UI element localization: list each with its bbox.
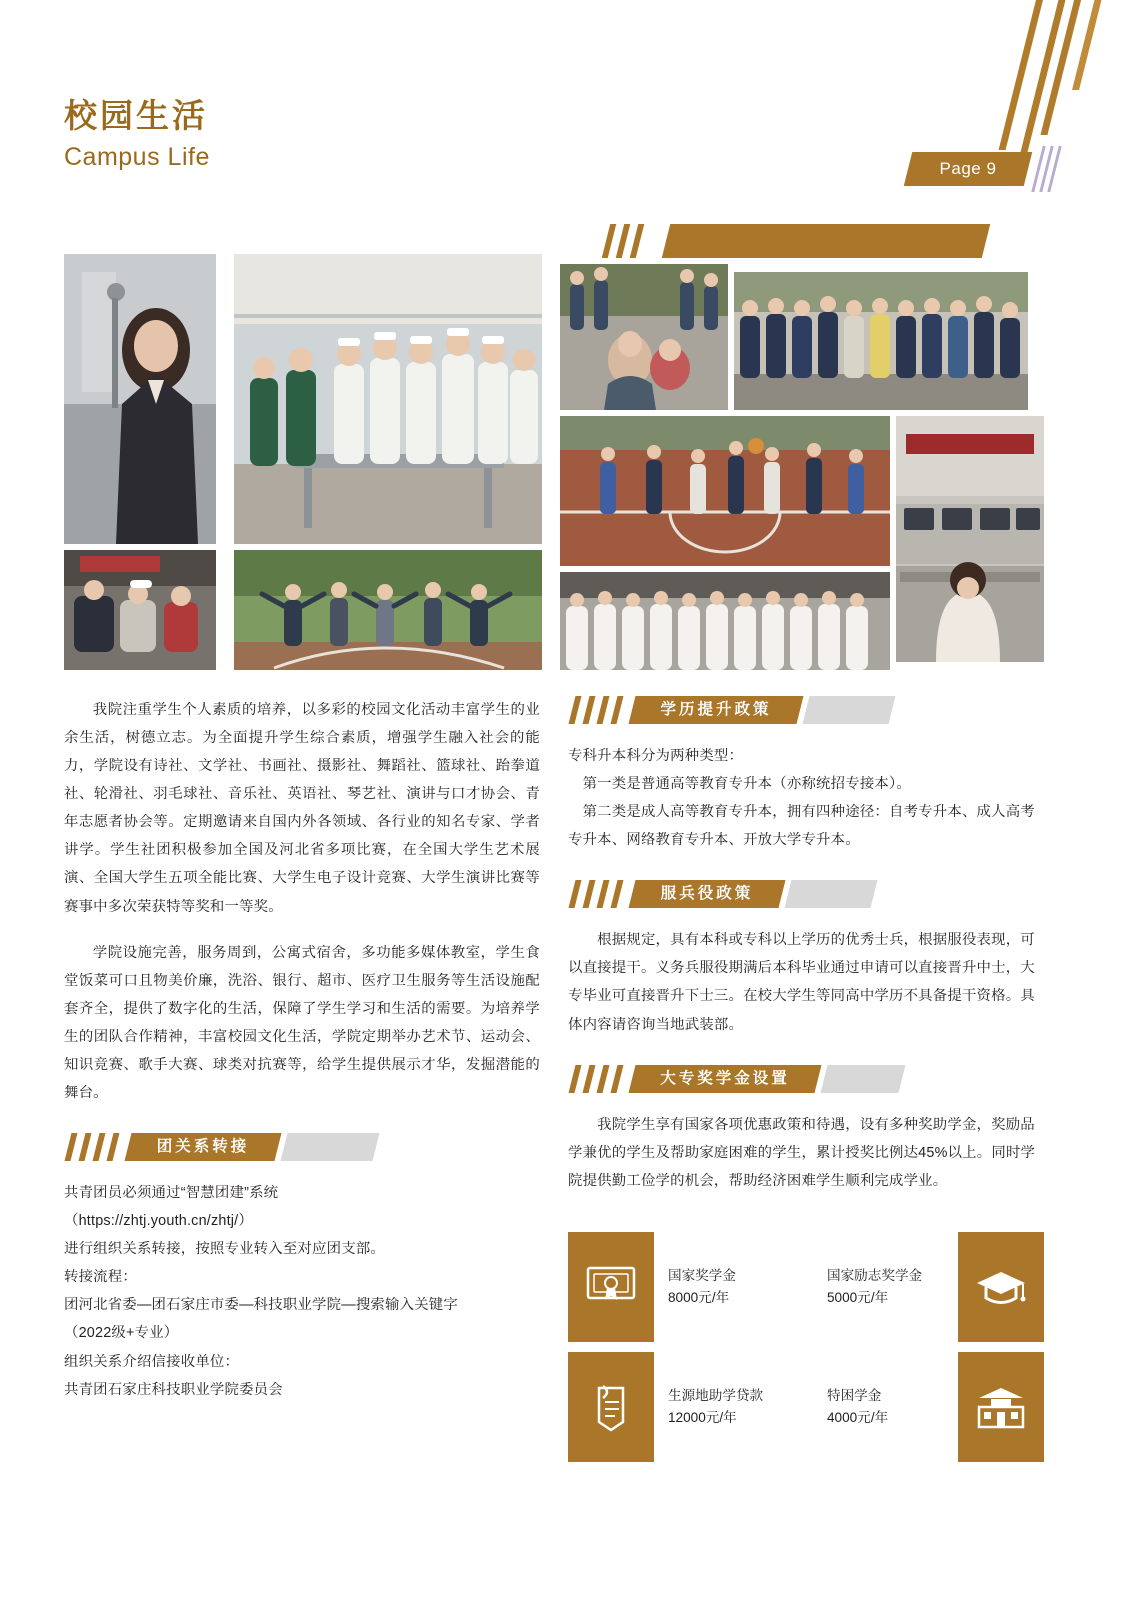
degree-line-3: 第二类是成人高等教育专升本，拥有四种途径：自考专升本、成人高考专升本、网络教育专升本、开放大学专升本。 bbox=[568, 804, 1035, 849]
scholarship-amount: 12000元/年 bbox=[668, 1410, 737, 1425]
degree-line-2: 第一类是普通高等教育专升本（亦称统招专接本）。 bbox=[568, 776, 911, 793]
page-title-cn: 校园生活 bbox=[64, 97, 208, 134]
photo-campus-event bbox=[64, 550, 216, 670]
photo-outdoor-games bbox=[560, 264, 728, 410]
photo-students-playground bbox=[234, 550, 542, 670]
scholarship-amount: 8000元/年 bbox=[668, 1290, 730, 1305]
heading-hatch-icon bbox=[568, 880, 624, 908]
heading-hatch-icon bbox=[64, 1133, 120, 1161]
section-title-degree-upgrade: 学历提升政策 bbox=[660, 701, 772, 718]
military-line-1: 根据规定，具有本科或专科以上学历的优秀士兵，根据服役表现，可以直接提干。义务兵服役期满后本科毕业通过申请可以直接晋升中士，大专毕业可直接晋升下士三。在校大学生等同高中学历不具备提干资格。具体内容请咨询当地武装部。 bbox=[568, 932, 1035, 1033]
page-title-en: Campus Life bbox=[64, 142, 210, 171]
scholarship-card-hardship bbox=[811, 1352, 1044, 1462]
photo-student-portrait bbox=[64, 254, 216, 544]
league-line-5: 团河北省委—团石家庄市委—科技职业学院—搜索输入关键字 bbox=[64, 1297, 458, 1314]
page-badge-hatch-decoration bbox=[1022, 146, 1062, 192]
heading-hatch-icon bbox=[568, 1065, 624, 1093]
league-line-3: 进行组织关系转接，按照专业转入至对应团支部。 bbox=[64, 1241, 385, 1258]
certificate-icon bbox=[568, 1232, 654, 1342]
left-text-column bbox=[64, 696, 540, 1404]
league-line-4: 转接流程： bbox=[64, 1269, 137, 1286]
photo-computer-lab bbox=[896, 416, 1044, 662]
league-line-6: （2022级+专业） bbox=[64, 1325, 179, 1342]
scholarship-grid bbox=[568, 1232, 1044, 1462]
scholarship-line-1: 我院学生享有国家各项优惠政策和待遇，设有多种奖助学金，奖励品学兼优的学生及帮助家庭困难的学生，累计授奖比例达45%以上。同时学院提供勤工俭学的机会，帮助经济困难学生顺利完成学业。 bbox=[568, 1116, 1036, 1189]
photo-basketball-match bbox=[560, 416, 890, 566]
league-line-7: 组织关系介绍信接收单位： bbox=[64, 1353, 240, 1370]
gallery-hatch-decoration bbox=[604, 224, 660, 258]
scholarship-card-motivational bbox=[811, 1232, 1044, 1342]
league-line-8: 共青团石家庄科技职业学院委员会 bbox=[64, 1381, 283, 1398]
scholarship-card-student-loan bbox=[568, 1352, 801, 1462]
league-line-2: （https://zhtj.youth.cn/zhtj/） bbox=[64, 1213, 253, 1230]
scholarship-amount: 4000元/年 bbox=[827, 1410, 889, 1425]
scholarship-name: 生源地助学贷款 bbox=[668, 1388, 764, 1404]
section-title-league-transfer: 团关系转接 bbox=[156, 1138, 250, 1156]
page-header bbox=[64, 96, 764, 172]
league-line-1: 共青团员必须通过“智慧团建”系统 bbox=[64, 1185, 279, 1202]
section-heading-league-transfer bbox=[64, 1133, 540, 1163]
section-title-scholarships: 大专奖学金设置 bbox=[660, 1069, 790, 1087]
school-building-icon bbox=[958, 1352, 1044, 1462]
scholarship-name: 国家奖学金 bbox=[668, 1268, 736, 1284]
graduation-cap-icon bbox=[958, 1232, 1044, 1342]
paragraph-campus-facilities: 学院设施完善，服务周到，公寓式宿舍，多功能多媒体教室，学生食堂饭菜可口且物美价廉，洗浴、银行、超市、医疗卫生服务等生活设施配套齐全，提供了数字化的生活，保障了学生学习和生活的需要。为培养学生的团队合作精神，丰富校园文化生活，学院定期举办艺术节、运动会、知识竞赛、歌手大赛、球类对抗赛等，给学生提供展示才华，发掘潜能的舞台。 bbox=[64, 944, 540, 1102]
section-heading-scholarships bbox=[568, 1065, 1044, 1095]
page-number-label: Page 9 bbox=[939, 159, 997, 178]
league-transfer-content bbox=[64, 1179, 540, 1404]
scroll-icon bbox=[568, 1352, 654, 1462]
scholarships-content bbox=[568, 1111, 1044, 1195]
heading-hatch-icon bbox=[568, 696, 624, 724]
section-heading-degree-upgrade bbox=[568, 696, 1044, 726]
right-text-column bbox=[568, 696, 1044, 1195]
photo-basketball-team bbox=[734, 272, 1028, 410]
paragraph-campus-activities: 我院注重学生个人素质的培养，以多彩的校园文化活动丰富学生的业余生活，树德立志。为全面提升学生综合素质，增强学生融入社会的能力，学院设有诗社、文学社、书画社、摄影社、舞蹈社、篮球社、跆拳道社、轮滑社、羽毛球社、音乐社、英语社、琴艺社、演讲与口才协会、青年志愿者协会等。定期邀请来自国内外各领域、各行业的知名专家、学者讲学。学生社团积极参加全国及河北省多项比赛，在全国大学生艺术展演、全国大学生五项全能比赛、大学生电子设计竞赛、大学生演讲比赛等赛事中多次荣获特等奖和一等奖。 bbox=[64, 702, 540, 915]
photo-nursing-practice bbox=[234, 254, 542, 544]
degree-upgrade-content bbox=[568, 742, 1044, 854]
section-heading-military-service bbox=[568, 880, 1044, 910]
military-service-content bbox=[568, 926, 1044, 1038]
degree-line-1: 专科升本科分为两种类型： bbox=[568, 748, 744, 764]
scholarship-name: 国家励志奖学金 bbox=[827, 1268, 923, 1284]
section-title-military-service: 服兵役政策 bbox=[660, 885, 754, 903]
page-number-badge bbox=[904, 152, 1032, 186]
scholarship-card-national bbox=[568, 1232, 801, 1342]
photo-nursing-lineup bbox=[560, 572, 890, 670]
gallery-accent-bar bbox=[662, 224, 990, 258]
photo-gallery bbox=[0, 220, 1124, 670]
scholarship-amount: 5000元/年 bbox=[827, 1290, 889, 1305]
scholarship-name: 特困学金 bbox=[827, 1388, 882, 1404]
